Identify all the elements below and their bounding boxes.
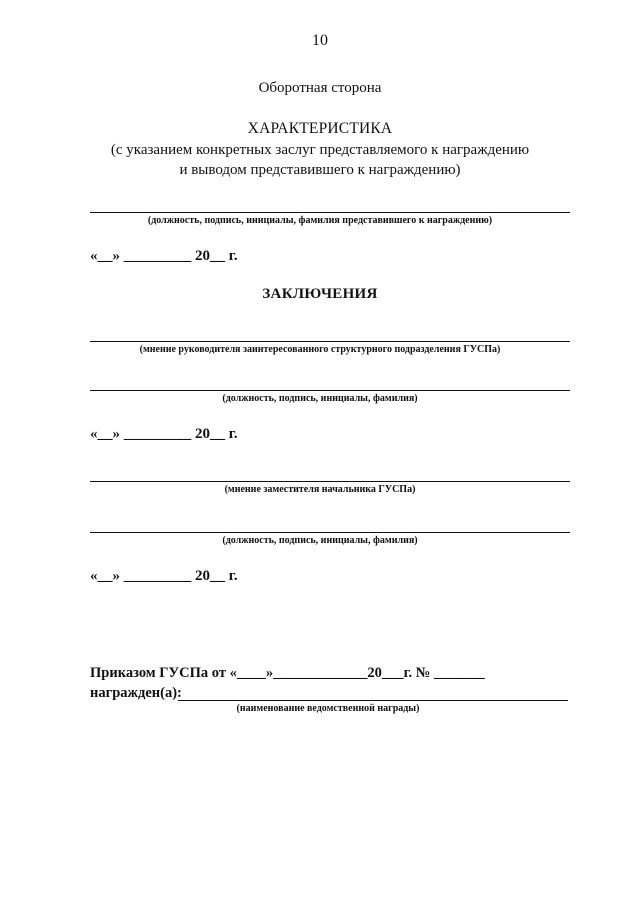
order-line: Приказом ГУСПа от «____»_____________20___г. № _______	[90, 665, 485, 681]
date-line-2: «__» _________ 20__ г.	[90, 426, 238, 442]
awarded-label: награжден(а):	[90, 685, 182, 701]
deputy-opinion-caption: (мнение заместителя начальника ГУСПа)	[224, 484, 416, 495]
subtitle-line-2: и выводом представившего к награждению)	[179, 162, 461, 178]
dept-head-opinion-caption: (мнение руководителя заинтересованного структурного подразделения ГУСПа)	[139, 344, 501, 355]
signature-caption-1: (должность, подпись, инициалы, фамилия)	[222, 393, 418, 404]
signature-caption-2: (должность, подпись, инициалы, фамилия)	[222, 535, 418, 546]
presenter-caption: (должность, подпись, инициалы, фамилия представившего к награждению)	[147, 215, 493, 226]
subtitle-line-1: (с указанием конкретных заслуг представляемого к награждению	[110, 142, 530, 158]
document-title: ХАРАКТЕРИСТИКА	[247, 120, 393, 137]
presenter-signature-line	[90, 212, 570, 213]
signature-line-1	[90, 390, 570, 391]
award-name-caption: (наименование ведомственной награды)	[236, 703, 420, 714]
side-label: Оборотная сторона	[258, 80, 382, 96]
conclusions-title: ЗАКЛЮЧЕНИЯ	[262, 286, 378, 302]
signature-line-2	[90, 532, 570, 533]
page-number: 10	[312, 32, 328, 49]
dept-head-opinion-line	[90, 341, 570, 342]
award-name-line	[178, 700, 568, 701]
deputy-opinion-line	[90, 481, 570, 482]
document-subtitle	[0, 140, 640, 180]
date-line-3: «__» _________ 20__ г.	[90, 568, 238, 584]
date-line-1: «__» _________ 20__ г.	[90, 248, 238, 264]
